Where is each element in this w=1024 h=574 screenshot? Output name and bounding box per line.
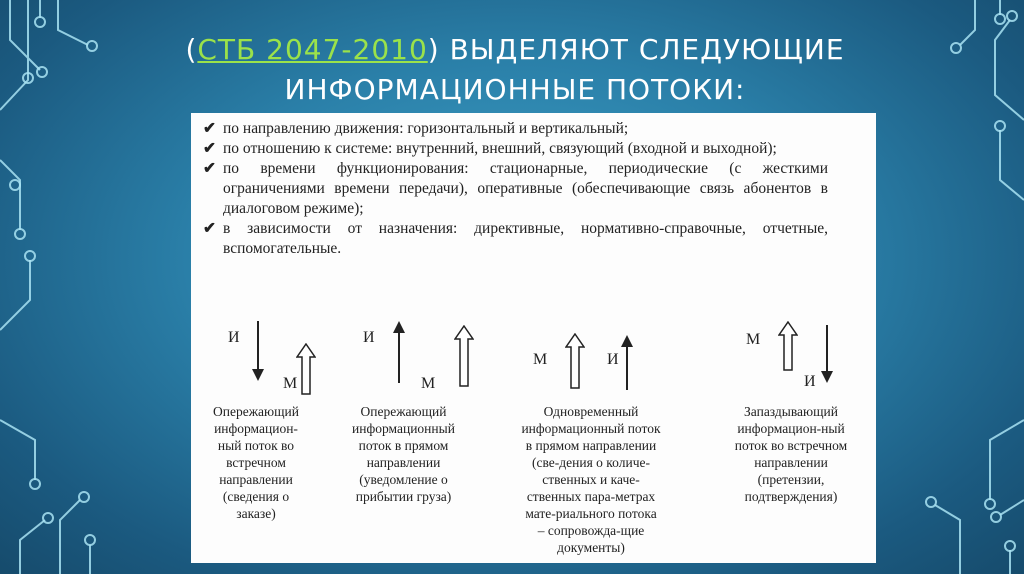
flow-diagram-1 — [191, 313, 351, 403]
info-label: И — [363, 329, 375, 346]
standard-link[interactable]: СТБ 2047-2010 — [197, 33, 428, 66]
info-label: И — [804, 373, 816, 390]
list-item: ✔ по отношению к системе: внутренний, внешний, связующий (входной и выходной); — [203, 140, 777, 157]
checkmark-icon: ✔ — [203, 120, 216, 137]
flow-diagram-2 — [341, 313, 501, 403]
material-label: М — [746, 331, 761, 348]
checkmark-icon: ✔ — [203, 160, 216, 177]
document-image — [191, 113, 876, 563]
title-line-1 — [150, 30, 880, 70]
caption-1: Опережающий информацион- ный поток во встречном направлении (сведения о заказе) — [213, 404, 299, 521]
list-item: ✔ в зависимости от назначения: директивные, нормативно-справочные, отчетные, вспомогательные. — [203, 220, 828, 257]
flow-diagram-4 — [726, 313, 876, 403]
caption-3: Одновременный информационный поток в прямом направлении (све-дения о количе- ственных и каче- ственных пара-метрах мате-риального потока – сопровожда-щие документы) — [521, 404, 661, 555]
title-open-paren: ( — [185, 33, 198, 66]
caption-2: Опережающий информационный поток в прямом направлении (уведомление о прибытии груза) — [352, 404, 455, 504]
info-label: И — [607, 351, 619, 368]
list-item: ✔ по времени функционирования: стационарные, периодические (с жесткими ограничениями времени передачи), оперативные (обеспечивающие связь абонентов в диалоговом режиме); — [203, 160, 828, 217]
title-line-2: ИНФОРМАЦИОННЫЕ ПОТОКИ: — [284, 73, 746, 106]
list-item: ✔ по направлению движения: горизонтальный и вертикальный; — [203, 120, 629, 137]
up-arrow-icon — [620, 335, 634, 390]
material-label: М — [283, 375, 298, 392]
info-label: И — [228, 329, 240, 346]
title-rest: ) ВЫДЕЛЯЮТ СЛЕДУЮЩИЕ — [427, 33, 845, 66]
down-arrow-icon — [251, 321, 265, 381]
bullet-list — [203, 119, 828, 259]
down-arrow-icon — [820, 325, 834, 383]
hollow-up-arrow-icon — [296, 343, 316, 395]
hollow-up-arrow-icon — [454, 325, 474, 387]
up-arrow-icon — [392, 321, 406, 383]
material-label: М — [533, 351, 548, 368]
material-label: М — [421, 375, 436, 392]
flow-diagram-3 — [521, 313, 681, 403]
hollow-up-arrow-icon — [565, 333, 585, 389]
caption-4: Запаздывающий информацион-ный поток во встречном направлении (претензии, подтверждения) — [734, 404, 848, 504]
hollow-up-arrow-icon — [778, 321, 798, 371]
checkmark-icon: ✔ — [203, 140, 216, 157]
checkmark-icon: ✔ — [203, 220, 216, 237]
slide-title — [150, 30, 880, 110]
